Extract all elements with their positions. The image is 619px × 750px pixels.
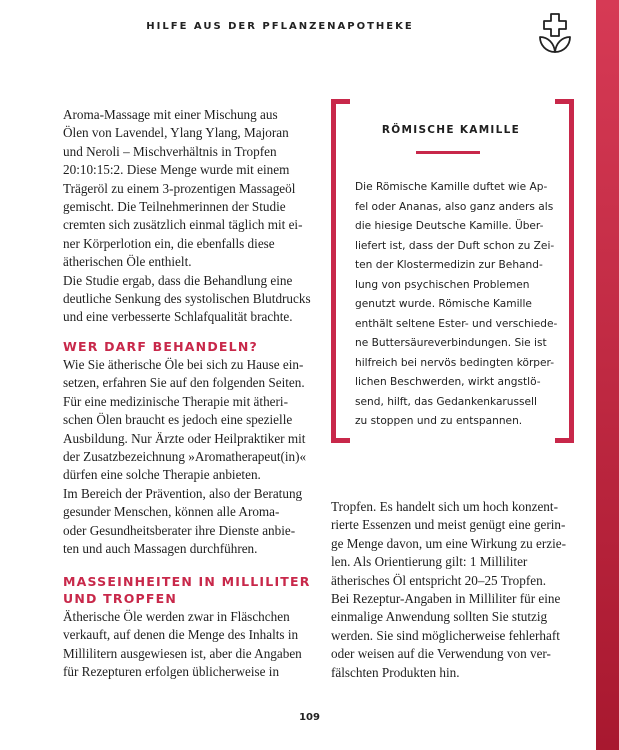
text-line: Millilitern ausgewiesen ist, aber die Angaben xyxy=(63,645,302,661)
running-header: HILFE AUS DER PFLANZENAPOTHEKE xyxy=(146,21,414,32)
continuation-paragraph xyxy=(331,498,581,682)
text-line: Tropfen. Es handelt sich um hoch konzent- xyxy=(331,499,558,514)
text-line: oder weisen auf die Verwendung von ver- xyxy=(331,646,551,662)
text-line: ner Körperlotion ein, die ebenfalls diese xyxy=(63,235,275,251)
heading-line: UND TROPFEN xyxy=(63,591,178,606)
box-title: RÖMISCHE KAMILLE xyxy=(381,124,521,136)
text-line: gemischt. Die Teilnehmerinnen der Studie xyxy=(63,199,286,215)
text-line: ten und auch Massagen durchführen. xyxy=(63,541,258,557)
text-line: liefert ist, dass der Duft schon zu Zei- xyxy=(355,239,555,252)
text-line: oder Gesundheitsberater ihre Dienste anbie- xyxy=(63,522,296,538)
cross-leaves-icon xyxy=(536,12,574,54)
box-title-rule xyxy=(416,151,480,154)
text-line: cremten sich zusätzlich einmal täglich mit ei- xyxy=(63,217,303,233)
text-line: lichen Beschwerden, wirkt angstlö- xyxy=(355,376,541,388)
text-line: verkauft, auf denen die Menge des Inhalts in xyxy=(63,627,299,643)
text-line: Die Römische Kamille duftet wie Ap- xyxy=(355,181,548,193)
page-number: 109 xyxy=(299,712,320,723)
section-paragraph xyxy=(63,608,313,682)
text-line: schen Ölen braucht es jedoch eine spezielle xyxy=(63,412,293,428)
text-line: werden. Sie sind möglicherweise fehlerhaft xyxy=(331,627,560,643)
text-line: send, hilft, das Gedankenkarussell xyxy=(355,395,537,408)
text-line: ne Buttersäureverbindungen. Sie ist xyxy=(355,337,547,349)
text-line: hilfreich bei nervös bedingten körper- xyxy=(355,356,555,369)
intro-paragraph xyxy=(63,106,313,327)
text-line: Für eine medizinische Therapie mit ätheri- xyxy=(63,393,288,409)
text-line: Ätherische Öle werden zwar in Fläschchen xyxy=(63,609,290,624)
text-line: fälschten Produkten hin. xyxy=(331,664,460,680)
text-line: ätherischen Öle enthielt. xyxy=(63,254,192,270)
heading-line: MASSEINHEITEN IN MILLILITER xyxy=(63,574,311,589)
text-line: gesunder Menschen, können alle Aroma- xyxy=(63,504,280,520)
text-line: setzen, erfahren Sie auf den folgenden Seiten. xyxy=(63,375,305,391)
text-line: deutliche Senkung des systolischen Blutdrucks xyxy=(63,291,311,307)
section-heading xyxy=(63,573,311,607)
text-line: enthält seltene Ester- und verschiede- xyxy=(355,317,558,330)
text-line: Die Studie ergab, dass die Behandlung eine xyxy=(63,272,293,288)
text-line: fel oder Ananas, also ganz anders als xyxy=(355,200,554,213)
text-line: Aroma-Massage mit einer Mischung aus xyxy=(63,107,278,122)
text-line: Trägeröl zu einem 3-prozentigen Massageöl xyxy=(63,180,296,196)
text-line: die hiesige Deutsche Kamille. Über- xyxy=(355,220,544,232)
box-text xyxy=(355,178,558,432)
text-line: Wie Sie ätherische Öle bei sich zu Hause ein- xyxy=(63,357,304,372)
text-line: Bei Rezeptur-Angaben in Milliliter für eine xyxy=(331,591,561,607)
text-line: ten der Klostermedizin zur Behand- xyxy=(355,259,543,271)
text-line: rierte Essenzen und meist genügt eine gerin- xyxy=(331,517,566,533)
chapter-color-tab xyxy=(596,0,619,750)
text-line: len. Als Orientierung gilt: 1 Milliliter xyxy=(331,554,528,570)
text-line: zu stoppen und zu entspannen. xyxy=(355,415,523,427)
box-right-bracket xyxy=(555,99,574,443)
text-line: der Zusatzbezeichnung »Aromatherapeut(in)« xyxy=(63,449,307,465)
text-line: ätherisches Öl entspricht 20–25 Tropfen. xyxy=(331,572,546,588)
text-line: ge Menge davon, um eine Wirkung zu erzie- xyxy=(331,535,567,551)
section-paragraph xyxy=(63,356,313,558)
text-line: 20:10:15:2. Diese Menge wurde mit einem xyxy=(63,162,290,178)
text-line: dürfen eine solche Therapie anbieten. xyxy=(63,467,261,483)
box-left-bracket xyxy=(331,99,350,443)
text-line: Ölen von Lavendel, Ylang Ylang, Majoran xyxy=(63,125,289,141)
text-line: für Rezepturen erfolgen üblicherweise in xyxy=(63,664,280,680)
text-line: lung von psychischen Problemen xyxy=(355,278,530,291)
text-line: und eine verbesserte Schlafqualität brachte. xyxy=(63,309,293,325)
section-heading: WER DARF BEHANDELN? xyxy=(63,339,258,354)
text-line: Ausbildung. Nur Ärzte oder Heilpraktiker mit xyxy=(63,430,306,446)
text-line: einmalige Anwendung sollten Sie stutzig xyxy=(331,609,548,625)
text-line: genutzt wurde. Römische Kamille xyxy=(355,298,532,310)
text-line: Im Bereich der Prävention, also der Beratung xyxy=(63,485,303,501)
text-line: und Neroli – Mischverhältnis in Tropfen xyxy=(63,143,277,159)
